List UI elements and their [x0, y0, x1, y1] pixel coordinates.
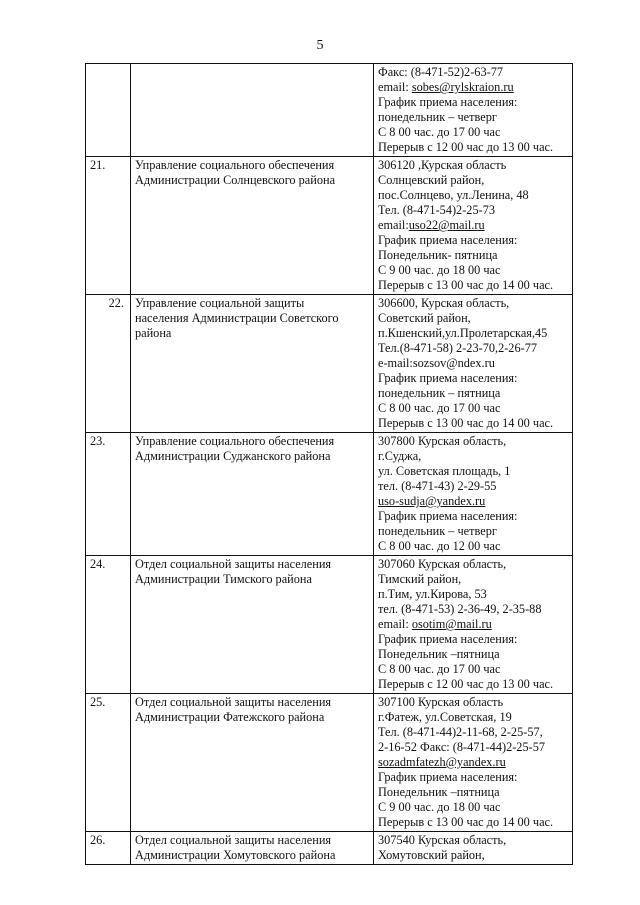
contact-info-text: г.Суджа, [378, 449, 422, 463]
contact-info-text: 306120 ,Курская область [378, 158, 507, 172]
contacts-table [85, 63, 573, 865]
row-number [86, 64, 131, 157]
contact-info-line [378, 95, 568, 110]
table-row [86, 157, 573, 295]
contact-info-line [378, 110, 568, 125]
contact-info-line [378, 815, 568, 830]
contact-info-text: Перерыв с 12 00 час до 13 00 час. [378, 677, 554, 691]
organization-name [131, 157, 374, 295]
contact-info-text: Тел. (8-471-54)2-25-73 [378, 203, 495, 217]
contact-info-line [378, 371, 568, 386]
contact-info-line [378, 158, 568, 173]
contact-info-text: п.Кшенский,ул.Пролетарская,45 [378, 326, 548, 340]
contact-info-line [378, 341, 568, 356]
contact-info-text: Тел.(8-471-58) 2-23-70,2-26-77 [378, 341, 537, 355]
contact-info [374, 832, 573, 865]
row-number: 24. [86, 556, 131, 694]
contact-info-text: Тимский район, [378, 572, 462, 586]
organization-name-line: населения Администрации Советского [135, 311, 339, 325]
table-row [86, 295, 573, 433]
contact-info-line [378, 140, 568, 155]
contact-info-line [378, 434, 568, 449]
contact-info-line [378, 662, 568, 677]
contact-info-line [378, 125, 568, 140]
row-number: 26. [86, 832, 131, 865]
email-link[interactable]: osotim@mail.ru [411, 617, 492, 631]
contact-info-text: Перерыв с 12 00 час до 13 00 час. [378, 140, 554, 154]
contact-info-line [378, 248, 568, 263]
table-row [86, 832, 573, 865]
contact-info-text: ул. Советская площадь, 1 [378, 464, 511, 478]
table-row [86, 64, 573, 157]
contact-info-text: График приема населения: [378, 770, 518, 784]
organization-name-line: Отдел социальной защиты населения [135, 695, 332, 709]
contact-info-line [378, 695, 568, 710]
contact-info-text: 306600, Курская область, [378, 296, 510, 310]
contact-info-line [378, 326, 568, 341]
contact-info-line [378, 416, 568, 431]
contact-info [374, 556, 573, 694]
contact-info-text: тел. (8-471-53) 2-36-49, 2-35-88 [378, 602, 542, 616]
table-row [86, 556, 573, 694]
table-row [86, 433, 573, 556]
contact-info-text: Хомутовский район, [378, 848, 485, 862]
organization-name [131, 433, 374, 556]
contact-info-text: Солнцевский район, [378, 173, 485, 187]
contact-info-line [378, 509, 568, 524]
contact-info-line [378, 494, 568, 509]
contact-info-line [378, 632, 568, 647]
contact-info-line [378, 401, 568, 416]
contact-info-line [378, 647, 568, 662]
contact-info-line [378, 524, 568, 539]
organization-name-line: Администрации Хомутовского района [135, 848, 336, 862]
contact-info-line [378, 386, 568, 401]
row-number: 22. [86, 295, 131, 433]
email-link[interactable]: uso-sudja@yandex.ru [378, 494, 486, 508]
contact-info-text: Тел. (8-471-44)2-11-68, 2-25-57, [378, 725, 543, 739]
row-number: 23. [86, 433, 131, 556]
contact-info-line [378, 833, 568, 848]
organization-name [131, 694, 374, 832]
organization-name-line: Администрации Суджанского района [135, 449, 331, 463]
contact-info-text: Перерыв с 13 00 час до 14 00 час. [378, 416, 554, 430]
contact-info-text: Советский район, [378, 311, 471, 325]
contacts-table-body [86, 64, 573, 865]
row-number: 21. [86, 157, 131, 295]
contact-info-text: 307540 Курская область, [378, 833, 507, 847]
contact-info [374, 694, 573, 832]
contact-info-text: График приема населения: [378, 632, 518, 646]
contact-info-line [378, 557, 568, 572]
contact-info-text: 307800 Курская область, [378, 434, 507, 448]
contact-info-line [378, 356, 568, 371]
email-link[interactable]: sozadmfatezh@yandex.ru [378, 755, 506, 769]
contact-info-line [378, 755, 568, 770]
contact-info-line [378, 539, 568, 554]
contact-info-text: График приема населения: [378, 371, 518, 385]
contact-info-line [378, 725, 568, 740]
contact-info-text: г.Фатеж, ул.Советская, 19 [378, 710, 512, 724]
contact-info-line [378, 203, 568, 218]
contact-info-text: С 8 00 час. до 17 00 час [378, 662, 501, 676]
contact-info-line [378, 770, 568, 785]
contact-info-text: понедельник – четверг [378, 524, 497, 538]
contact-info-line [378, 785, 568, 800]
contact-info-line [378, 464, 568, 479]
table-row [86, 694, 573, 832]
organization-name [131, 64, 374, 157]
organization-name-line: Отдел социальной защиты населения [135, 557, 332, 571]
contact-info-line [378, 587, 568, 602]
contact-info-text: Перерыв с 13 00 час до 14 00 час. [378, 278, 554, 292]
contact-info [374, 64, 573, 157]
contact-info-line [378, 233, 568, 248]
contact-info-text: С 8 00 час. до 17 00 час [378, 401, 501, 415]
contact-info-line [378, 740, 568, 755]
contact-info-line [378, 311, 568, 326]
contact-info [374, 157, 573, 295]
organization-name-line: Администрации Солнцевского района [135, 173, 336, 187]
contact-info-line [378, 710, 568, 725]
organization-name-line: Администрации Фатежского района [135, 710, 325, 724]
contact-info-line [378, 218, 568, 233]
contact-info-text: пос.Солнцево, ул.Ленина, 48 [378, 188, 529, 202]
email-link[interactable]: sobes@rylskraion.ru [411, 80, 514, 94]
contact-info-line [378, 848, 568, 863]
contact-info-text: Факс: (8-471-52)2-63-77 [378, 65, 503, 79]
contact-info-text: 307060 Курская область, [378, 557, 507, 571]
contact-info-line [378, 278, 568, 293]
contact-info-line [378, 479, 568, 494]
row-number: 25. [86, 694, 131, 832]
contact-info-line [378, 800, 568, 815]
contact-info-text: С 9 00 час. до 18 00 час [378, 263, 501, 277]
contact-info-line [378, 677, 568, 692]
contact-info-text: С 8 00 час. до 17 00 час [378, 125, 501, 139]
contact-info-line [378, 296, 568, 311]
page-number: 5 [316, 38, 324, 53]
contact-info-line [378, 65, 568, 80]
contact-info-line [378, 188, 568, 203]
organization-name [131, 556, 374, 694]
contact-info-text: График приема населения: [378, 233, 518, 247]
contact-info-text: тел. (8-471-43) 2-29-55 [378, 479, 497, 493]
contact-info-line [378, 602, 568, 617]
contact-info-text: e-mail:sozsov@ndex.ru [378, 356, 495, 370]
contact-info-text: п.Тим, ул.Кирова, 53 [378, 587, 487, 601]
contact-info-line [378, 173, 568, 188]
contact-info-text: С 9 00 час. до 18 00 час [378, 800, 501, 814]
organization-name [131, 832, 374, 865]
contact-info-line [378, 80, 568, 95]
contact-info-text: 2-16-52 Факс: (8-471-44)2-25-57 [378, 740, 545, 754]
organization-name-line: района [135, 326, 172, 340]
contact-info [374, 295, 573, 433]
contact-info-text: График приема населения: [378, 95, 518, 109]
contact-info-line [378, 449, 568, 464]
contact-info-text: email: [378, 80, 412, 94]
contact-info-text: С 8 00 час. до 12 00 час [378, 539, 501, 553]
contact-info-text: Перерыв с 13 00 час до 14 00 час. [378, 815, 554, 829]
contact-info-line [378, 617, 568, 632]
organization-name-line: Управление социальной защиты [135, 296, 305, 310]
contact-info-text: email: [378, 218, 409, 232]
contact-info [374, 433, 573, 556]
contact-info-line [378, 572, 568, 587]
contact-info-text: понедельник – четверг [378, 110, 497, 124]
organization-name-line: Управление социального обеспечения [135, 158, 335, 172]
organization-name-line: Администрации Тимского района [135, 572, 312, 586]
contact-info-text: 307100 Курская область [378, 695, 504, 709]
contact-info-text: Понедельник –пятница [378, 785, 500, 799]
organization-name-line: Отдел социальной защиты населения [135, 833, 332, 847]
organization-name-line: Управление социального обеспечения [135, 434, 335, 448]
contact-info-text: График приема населения: [378, 509, 518, 523]
contact-info-text: Понедельник –пятница [378, 647, 500, 661]
email-link[interactable]: uso22@mail.ru [408, 218, 485, 232]
contact-info-text: понедельник – пятница [378, 386, 501, 400]
organization-name [131, 295, 374, 433]
contact-info-line [378, 263, 568, 278]
contact-info-text: email: [378, 617, 412, 631]
contact-info-text: Понедельник- пятница [378, 248, 498, 262]
